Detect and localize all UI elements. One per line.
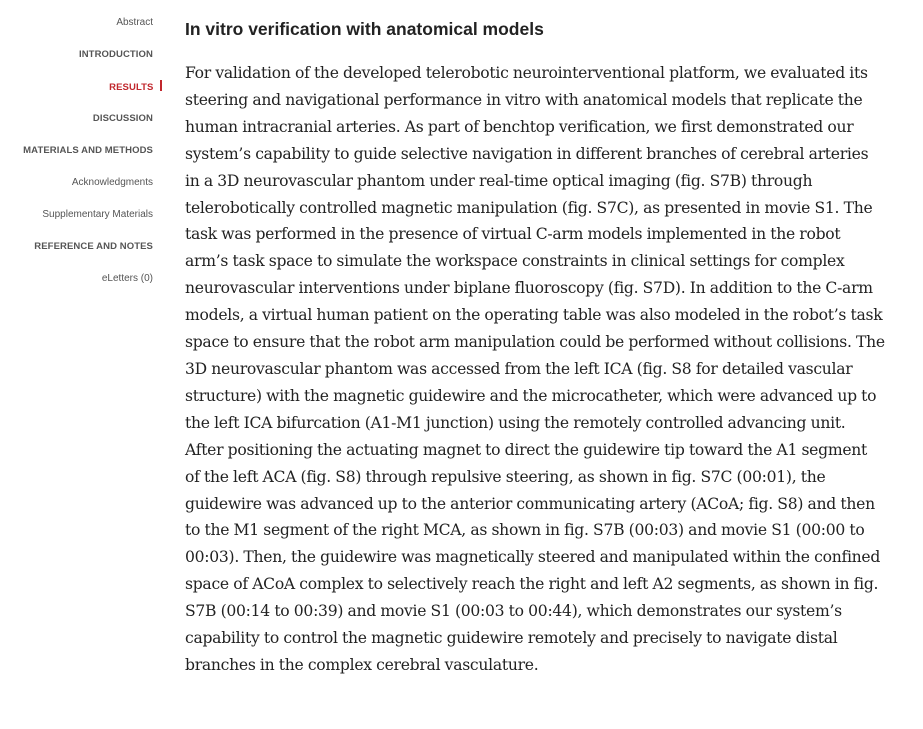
nav-item-label: RESULTS	[109, 82, 154, 93]
nav-item-results[interactable]	[109, 80, 162, 95]
nav-item-abstract[interactable]	[116, 16, 153, 30]
nav-item-label: eLetters (0)	[101, 273, 153, 284]
nav-item-label: MATERIALS AND METHODS	[23, 145, 153, 156]
nav-item-label: Acknowledgments	[71, 177, 153, 188]
section-title: In vitro verification with anatomical models	[185, 19, 544, 39]
nav-item-supplementary-materials[interactable]	[42, 208, 153, 222]
nav-item-materials-and-methods[interactable]	[23, 144, 153, 158]
nav-item-reference-and-notes[interactable]	[34, 240, 153, 254]
nav-item-introduction[interactable]	[79, 48, 153, 62]
nav-item-label: DISCUSSION	[92, 113, 153, 124]
section-paragraph: For validation of the developed telerobotic neurointerventional platform, we evaluated its steering and navigational performance in vitro with anatomical models that replicate the human intracranial arteries. As part of benchtop verification, we first demonstrated our system’s capability to guide selective navigation in different branches of cerebral arteries in a 3D neurovascular phantom under real-time optical imaging (fig. S7B) through telerobotically controlled magnetic manipulation (fig. S7C), as presented in movie S1. The task was performed in the presence of virtual C-arm models implemented in the robot arm’s task space to simulate the workspace constraints in clinical settings for complex neurovascular interventions under biplane fluoroscopy (fig. S7D). In addition to the C-arm models, a virtual human patient on the operating table was also modeled in the robot’s task space to ensure that the robot arm manipulation could be performed without collisions. The 3D neurovascular phantom was accessed from the left ICA (fig. S8 for detailed vascular structure) with the magnetic guidewire and the microcatheter, which were advanced up to the left ICA bifurcation (A1-M1 junction) using the remotely controlled advancing unit. After positioning the actuating magnet to direct the guidewire tip toward the A1 segment of the left ACA (fig. S8) through repulsive steering, as shown in fig. S7C (00:01), the guidewire was advanced up to the anterior communicating artery (ACoA; fig. S8) and then to the M1 segment of the right MCA, as shown in fig. S7B (00:03) and movie S1 (00:00 to 00:03). Then, the guidewire was magnetically steered and manipulated within the confined space of ACoA complex to selectively reach the right and left A2 segments, as shown in fig. S7B (00:14 to 00:39) and movie S1 (00:03 to 00:44), which demonstrates our system’s capability to control the magnetic guidewire remotely and precisely to navigate distal branches in the complex cerebral vasculature.	[185, 64, 885, 674]
nav-item-label: INTRODUCTION	[78, 49, 153, 60]
nav-item-discussion[interactable]	[93, 112, 153, 126]
article-section	[185, 14, 885, 679]
nav-item-label: Abstract	[116, 17, 153, 28]
nav-item-acknowledgments[interactable]	[72, 176, 153, 190]
active-section-marker	[160, 80, 163, 91]
nav-item-eletters[interactable]	[102, 272, 153, 286]
nav-item-label: REFERENCE AND NOTES	[34, 241, 153, 252]
nav-item-label: Supplementary Materials	[42, 209, 153, 220]
